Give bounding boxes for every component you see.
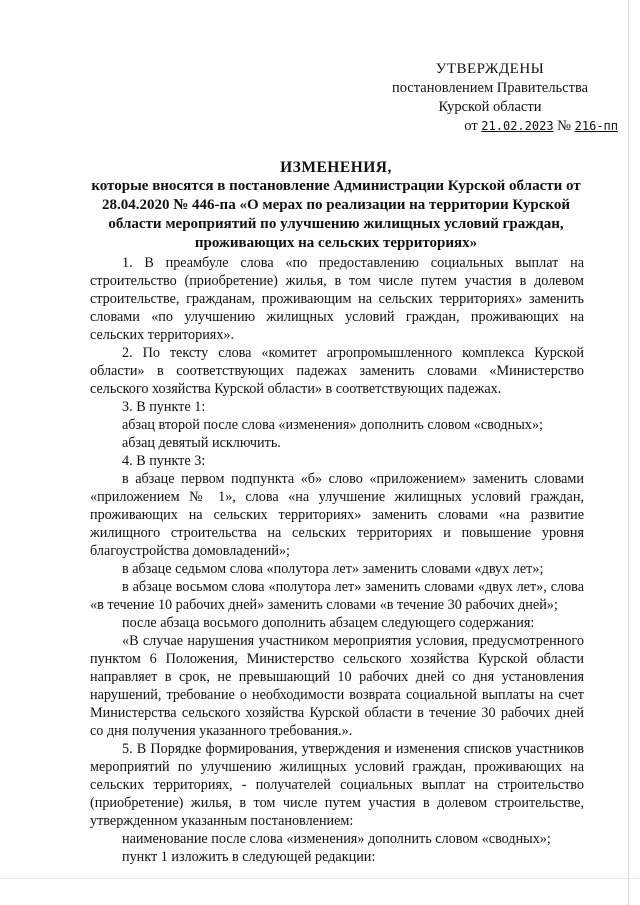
title-heading: ИЗМЕНЕНИЯ, xyxy=(280,159,392,176)
paragraph-9: в абзаце восьмом слова «полутора лет» заменить словами «двух лет», слова «в течение 10 рабочих дней» заменить словами «в течение 30 рабочих дней»; xyxy=(90,579,584,613)
paragraph-3: 3. В пункте 1: xyxy=(122,399,206,415)
approval-dateline xyxy=(360,117,620,136)
paragraph-11: «В случае нарушения участником мероприятия условия, предусмотренного пунктом 6 Положения, Министерство сельского хозяйства Курской области направляет в срок, не превышающий 10 рабочих дней со дня установления нарушений, требование о необходимости возврата социальной выплаты на счет Министерства сельского хозяйства Курской области в течение 30 рабочих дней со дня получения указанного требования.». xyxy=(90,633,584,739)
approval-date: 21.02.2023 xyxy=(481,119,554,133)
paragraph-12: 5. В Порядке формирования, утверждения и изменения списков участников мероприятий по улучшению жилищных условий граждан, проживающих на сельских территориях, - получателей социальных выплат на строительство (приобретение) жилья, в том числе путем участия в долевом строительстве, утвержденном указанным постановлением: xyxy=(90,741,584,829)
paragraph-10: после абзаца восьмого дополнить абзацем следующего содержания: xyxy=(122,615,535,631)
approval-block xyxy=(360,60,620,136)
document-body xyxy=(90,254,584,866)
page-edge-right xyxy=(628,0,629,905)
approval-line-1: постановлением Правительства xyxy=(391,80,589,96)
approval-heading: УТВЕРЖДЕНЫ xyxy=(435,61,545,77)
paragraph-14: пункт 1 изложить в следующей редакции: xyxy=(122,849,376,865)
page-edge-bottom xyxy=(0,878,640,879)
paragraph-6: 4. В пункте 3: xyxy=(122,453,206,469)
title-subtitle: которые вносятся в постановление Администрации Курской области от 28.04.2020 № 446-па «О мерах по реализации на территории Курской области мероприятий по улучшению жилищных условий граждан, проживающих на сельских территориях» xyxy=(91,178,581,251)
number-prefix: № xyxy=(557,118,572,134)
paragraph-4: абзац второй после слова «изменения» дополнить словом «сводных»; xyxy=(122,417,543,433)
paragraph-7: в абзаце первом подпункта «б» слово «приложением» заменить словами «приложением № 1», слова «на улучшение жилищных условий граждан, проживающих на сельских территориях» заменить словами «на развитие жилищного строительства на сельских территориях и повышение уровня благоустройства домовладений»; xyxy=(90,471,584,559)
date-prefix: от xyxy=(464,118,478,134)
approval-number: 216-пп xyxy=(574,119,618,133)
paragraph-2: 2. По тексту слова «комитет агропромышленного комплекса Курской области» в соответствующих падежах заменить словами «Министерство сельского хозяйства Курской области» в соответствующих падежах. xyxy=(90,345,584,397)
approval-line-2: Курской области xyxy=(438,99,542,115)
paragraph-1: 1. В преамбуле слова «по предоставлению социальных выплат на строительство (приобретение) жилья, в том числе путем участия в долевом строительстве, гражданам, проживающим на сельских территориях» заменить словами «по улучшению жилищных условий граждан, проживающих на сельских территориях». xyxy=(90,255,584,343)
paragraph-5: абзац девятый исключить. xyxy=(122,435,281,451)
paragraph-8: в абзаце седьмом слова «полутора лет» заменить словами «двух лет»; xyxy=(122,561,544,577)
paragraph-13: наименование после слова «изменения» дополнить словом «сводных»; xyxy=(122,831,551,847)
document-title xyxy=(80,158,592,253)
